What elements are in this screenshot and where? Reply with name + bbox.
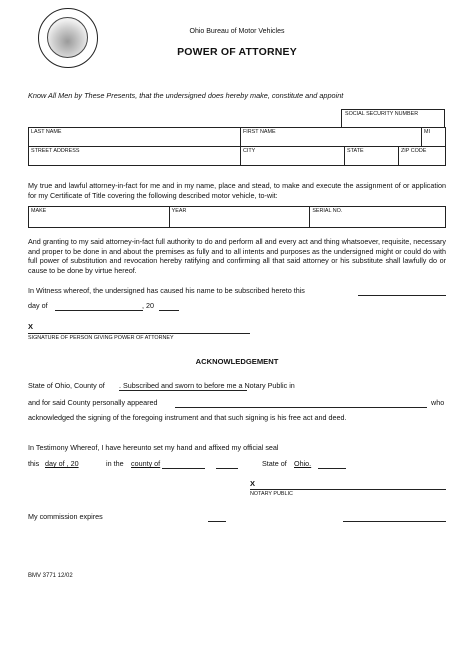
ack-person-line[interactable] (175, 407, 427, 408)
witness-day-of: day of (28, 301, 48, 310)
intro-text: Know All Men by These Presents, that the undersigned does hereby make, constitute and appoint (28, 91, 344, 100)
testimony-this: this (28, 459, 40, 468)
ack-who-text: who (431, 398, 445, 407)
testimony-extra-line[interactable] (216, 468, 238, 469)
authority-paragraph: And granting to my said attorney-in-fact full authority to do and perform all and every act and thing whatsoever, requisite, necessary and proper to be done in and about the premises as fully and to all intents and purposes as the undersigned might or could do with full power of substitution and revocation hereby ratifying and confirming all that said attorney or his substitute shall lawfully do or cause to be done by virtue hereof. (28, 237, 446, 275)
acknowledgement-heading: ACKNOWLEDGEMENT (195, 357, 279, 366)
middle-initial-field[interactable]: MI (422, 128, 446, 147)
street-address-field[interactable]: STREET ADDRESS (29, 147, 241, 166)
ack-appeared-text: and for said County personally appeared (28, 398, 158, 407)
signature-line[interactable] (28, 333, 250, 334)
ack-sworn-text: . Subscribed and sworn to before me a Notary Public in (119, 381, 295, 390)
document-title: POWER OF ATTORNEY (177, 46, 297, 58)
witness-day-line[interactable] (358, 295, 446, 296)
ack-county-line[interactable] (119, 390, 247, 391)
bureau-name: Ohio Bureau of Motor Vehicles (189, 28, 285, 35)
vehicle-table (28, 206, 446, 228)
serial-number-field[interactable]: SERIAL NO. (310, 207, 446, 228)
notary-x-mark: X (250, 479, 256, 488)
witness-month-line[interactable] (55, 310, 143, 311)
city-field[interactable]: CITY (241, 147, 345, 166)
commission-line-1[interactable] (208, 521, 226, 522)
signature-label: SIGNATURE OF PERSON GIVING POWER OF ATTORNEY (28, 335, 174, 341)
zip-code-field[interactable]: ZIP CODE (399, 147, 446, 166)
testimony-in-the: in the (106, 459, 124, 468)
testimony-county-of[interactable]: county of (131, 459, 161, 468)
witness-text: In Witness whereof, the undersigned has caused his name to be subscribed hereto this (28, 286, 305, 295)
commission-line-2[interactable] (343, 521, 446, 522)
commission-text: My commission expires (28, 512, 103, 521)
appointee-table (28, 127, 446, 166)
state-seal-logo (38, 8, 98, 68)
notary-label: NOTARY PUBLIC (250, 491, 293, 497)
state-field[interactable]: STATE (345, 147, 399, 166)
testimony-state-value: Ohio. (294, 459, 312, 468)
year-field[interactable]: YEAR (169, 207, 310, 228)
ssn-field-label: SOCIAL SECURITY NUMBER (341, 109, 445, 127)
ack-state-text: State of Ohio, County of (28, 381, 105, 390)
signature-x-mark: X (28, 322, 34, 331)
witness-year-line[interactable] (159, 310, 179, 311)
notary-signature-line[interactable] (250, 489, 446, 490)
form-number: BMV 3771 12/02 (28, 573, 73, 579)
testimony-text: In Testimony Whereof, I have hereunto set my hand and affixed my official seal (28, 443, 279, 452)
make-field[interactable]: MAKE (29, 207, 170, 228)
ack-acknowledged-text: acknowledged the signing of the foregoing instrument and that such signing is his free act and deed. (28, 413, 347, 422)
last-name-field[interactable]: LAST NAME (29, 128, 241, 147)
testimony-state-of: State of (262, 459, 287, 468)
witness-year-prefix: , 20 (142, 301, 154, 310)
first-name-field[interactable]: FIRST NAME (241, 128, 422, 147)
testimony-state-line[interactable] (318, 468, 346, 469)
testimony-county-line[interactable] (162, 468, 205, 469)
testimony-day-of[interactable]: day of , 20 (45, 459, 79, 468)
appointment-paragraph: My true and lawful attorney-in-fact for me and in my name, place and stead, to make and execute the assignment of or application for my Certificate of Title covering the following described motor vehicle, to-wit: (28, 181, 446, 200)
